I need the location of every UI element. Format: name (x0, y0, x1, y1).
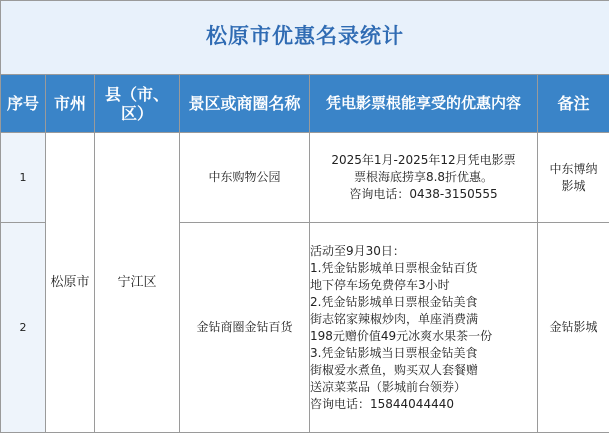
row-seq: 2 (1, 223, 46, 433)
offer-line: 1.凭金钻影城单日票根金钻百货 (310, 260, 478, 275)
remark-cell (538, 133, 609, 223)
offer-line: 198元赠价值49元冰爽水果茶一份 (310, 328, 493, 343)
row-seq: 1 (1, 133, 46, 223)
offer-line: 活动至9月30日： (310, 243, 405, 258)
offer-line: 2.凭金钻影城单日票根金钻美食 (310, 294, 478, 309)
offer-line: 3.凭金钻影城当日票根金钻美食 (310, 345, 478, 360)
header-county: 县（市、区） (95, 75, 180, 133)
offer-line: 2025年1月-2025年12月凭电影票 (331, 153, 516, 167)
offer-line: 票根海底捞享8.8折优惠。 (353, 170, 494, 184)
city-cell: 松原市 (46, 133, 95, 433)
offer-line: 街志铭家辣椒炒肉，单座消费满 (310, 311, 479, 326)
remark-line: 金钻影城 (549, 320, 598, 334)
title-cell (1, 1, 609, 75)
header-venue: 景区或商圈名称 (180, 75, 310, 133)
offer-cell (310, 223, 538, 433)
offer-line: 咨询电话：15844044440 (310, 396, 454, 411)
remark-cell (538, 223, 609, 433)
remark-line: 中东博纳 (549, 161, 598, 176)
header-city: 市州 (46, 75, 95, 133)
page-title: 松原市优惠名录统计 (206, 23, 405, 48)
offer-line: 街椒爱水煮鱼，购买双人套餐赠 (310, 362, 479, 377)
table-row (1, 133, 609, 223)
county-cell: 宁江区 (95, 133, 180, 433)
offer-line: 送凉菜菜品（影城前台领券） (310, 379, 467, 394)
offer-line: 地下停车场免费停车3小时 (310, 277, 450, 292)
venue-cell: 金钻商圈金钻百货 (180, 223, 310, 433)
header-row (1, 75, 609, 133)
header-remark: 备注 (538, 75, 609, 133)
venue-cell: 中东购物公园 (180, 133, 310, 223)
offer-line: 咨询电话：0438-3150555 (349, 187, 498, 201)
remark-line: 影城 (561, 178, 586, 193)
header-seq: 序号 (1, 75, 46, 133)
offer-cell (310, 133, 538, 223)
header-offer: 凭电影票根能享受的优惠内容 (310, 75, 538, 133)
